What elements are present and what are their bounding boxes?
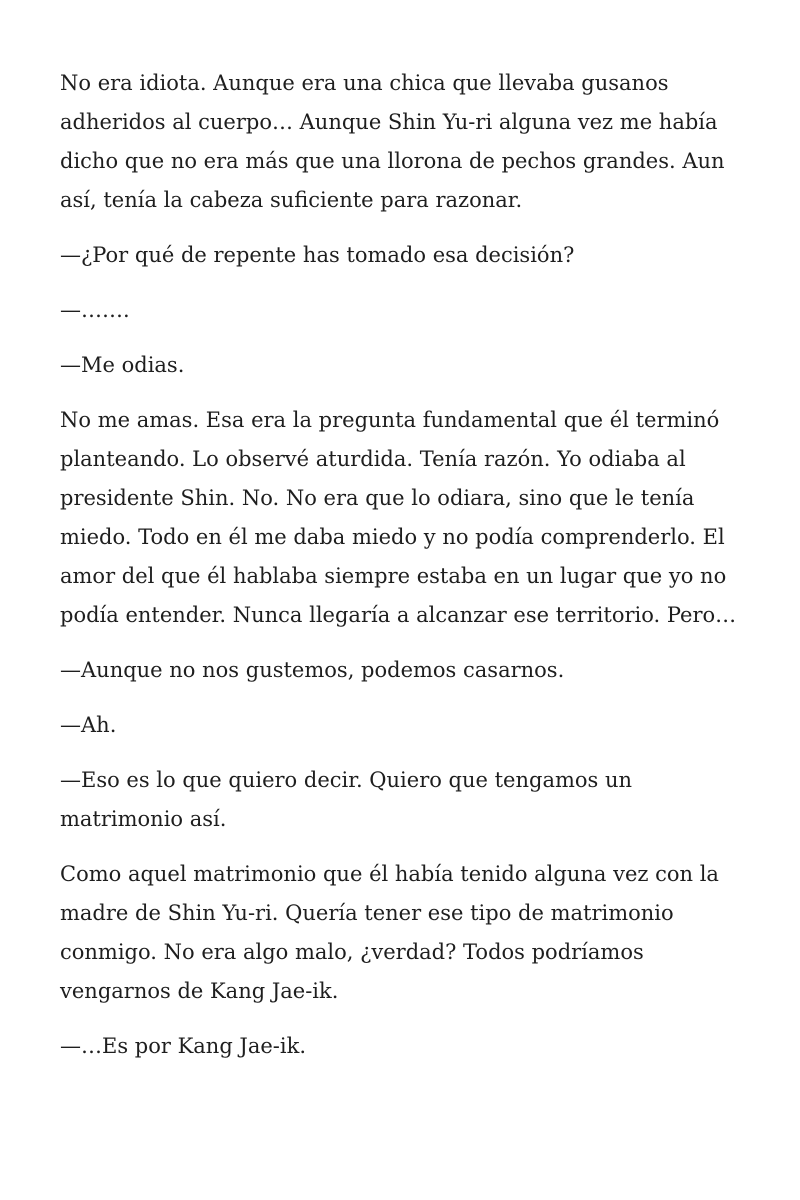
paragraph: Como aquel matrimonio que él había tenido alguna vez con la madre de Shin Yu-ri. Quería tener ese tipo de matrimonio conmigo. No era algo malo, ¿verdad? Todos podríamos vengarnos de Kang Jae-ik. [60,862,719,1003]
paragraph: No me amas. Esa era la pregunta fundamental que él terminó planteando. Lo observé aturdida. Tenía razón. Yo odiaba al presidente Shin. No. No era que lo odiara, sino que le tenía miedo. Todo en él me daba miedo y no podía comprenderlo. El amor del que él hablaba siempre estaba en un lugar que yo no podía entender. Nunca llegaría a alcanzar ese territorio. Pero… [60,408,737,627]
paragraph: No era idiota. Aunque era una chica que llevaba gusanos adheridos al cuerpo… Aunque Shin Yu-ri alguna vez me había dicho que no era más que una llorona de pechos grandes. Aun así, tenía la cabeza suficiente para razonar. [60,71,725,212]
dialogue-line: —¿Por qué de repente has tomado esa decisión? [60,243,575,267]
dialogue-line: —…Es por Kang Jae-ik. [60,1034,307,1058]
book-page [60,64,740,1082]
dialogue-line: —Me odias. [60,353,185,377]
dialogue-line: —Ah. [60,713,117,737]
dialogue-line: —……. [60,298,130,322]
dialogue-line: —Aunque no nos gustemos, podemos casarnos. [60,658,565,682]
dialogue-line: —Eso es lo que quiero decir. Quiero que tengamos un matrimonio así. [60,768,633,831]
